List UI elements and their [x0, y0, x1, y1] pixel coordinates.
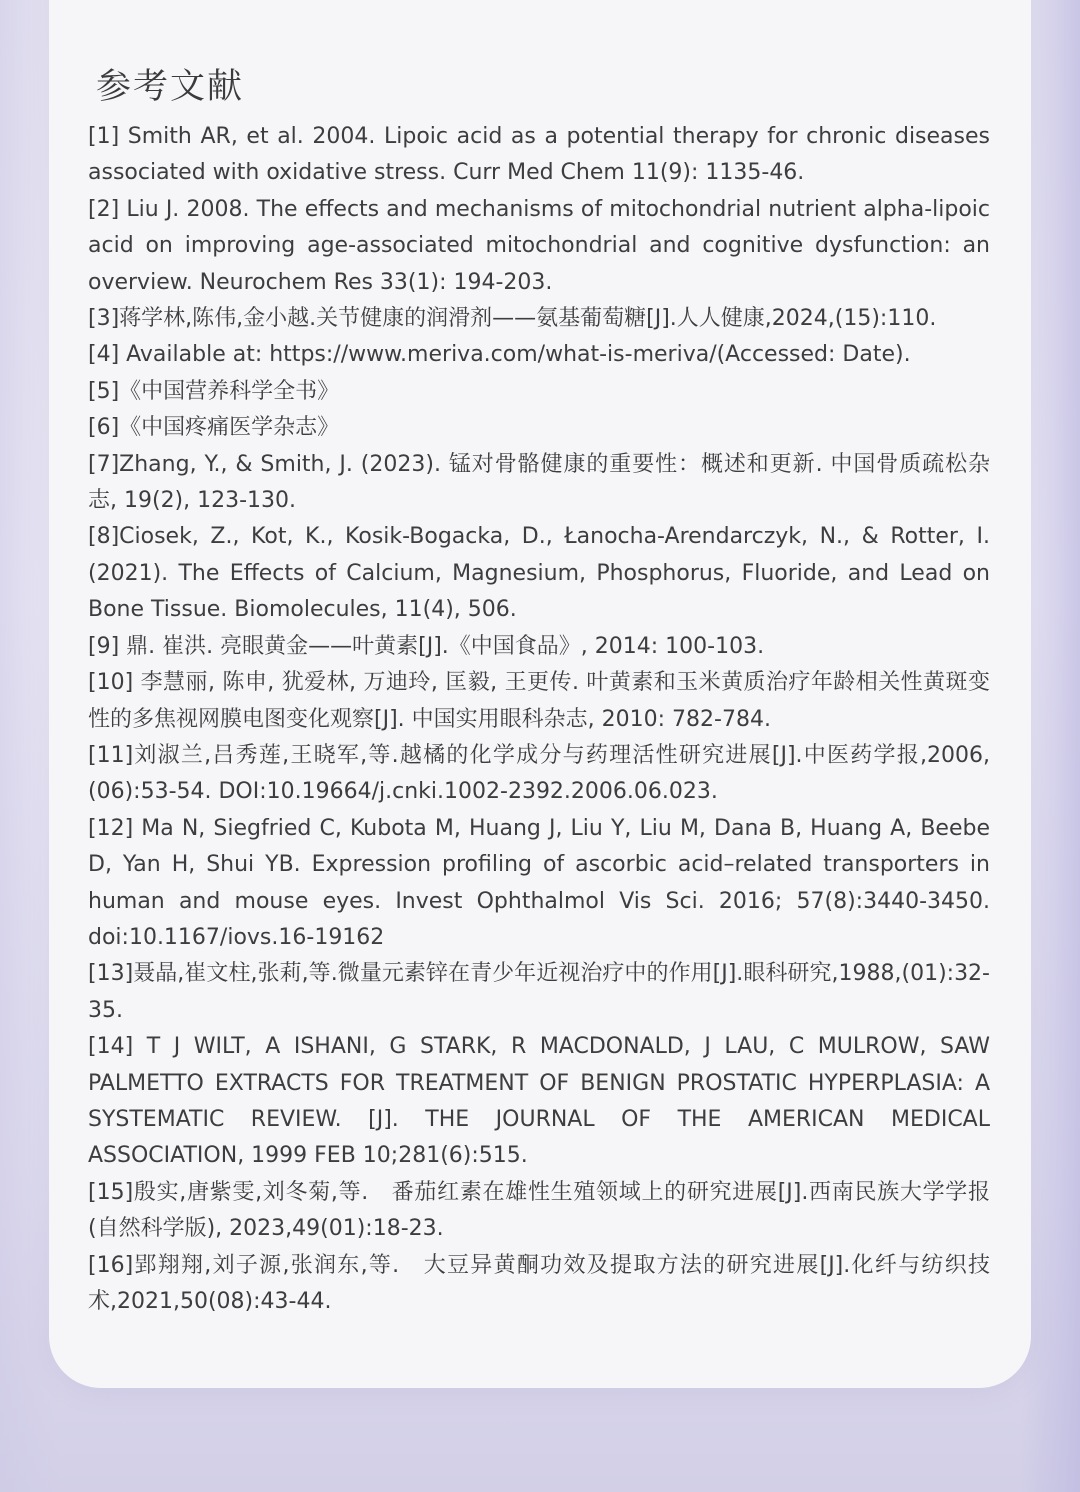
reference-item-11: [11]刘淑兰,吕秀莲,王晓军,等.越橘的化学成分与药理活性研究进展[J].中医药学报,2006,(06):53-54. DOI:10.19664/j.cnki.1002-2392.2006.06.023.: [88, 742, 990, 805]
reference-item-7: [7]Zhang, Y., & Smith, J. (2023). 锰对骨骼健康的重要性：概述和更新. 中国骨质疏松杂志, 19(2), 123-130.: [88, 451, 990, 514]
reference-item-4: [4] Available at: https://www.meriva.com/what-is-meriva/(Accessed: Date).: [88, 342, 911, 368]
reference-item-6: [6]《中国疼痛医学杂志》: [88, 415, 340, 441]
reference-item-1: [1] Smith AR, et al. 2004. Lipoic acid as a potential therapy for chronic diseases associated with oxidative stress. Curr Med Chem 11(9): 1135-46.: [88, 124, 990, 186]
reference-item-16: [16]郢翔翔,刘子源,张润东,等. 大豆异黄酮功效及提取方法的研究进展[J].化纤与纺织技术,2021,50(08):43-44.: [88, 1252, 990, 1314]
page-title: 参考文献: [96, 67, 245, 107]
reference-item-2: [2] Liu J. 2008. The effects and mechanisms of mitochondrial nutrient alpha-lipoic acid on improving age-associated mitochondrial and cognitive dysfunction: an overview. Neurochem Res 33(1): 194-203.: [88, 196, 990, 295]
reference-item-9: [9] 鼎. 崔洪. 亮眼黄金——叶黄素[J].《中国食品》, 2014: 100-103.: [88, 633, 765, 659]
reference-item-14: [14] T J WILT, A ISHANI, G STARK, R MACDONALD, J LAU, C MULROW, SAW PALMETTO EXTRACTS FOR TREATMENT OF BENIGN PROSTATIC HYPERPLASIA: A SYSTEMATIC REVIEW. [J]. THE JOURNAL OF THE AMERICAN MEDICAL ASSOCIATION, 1999 FEB 10;281(6):515.: [88, 1034, 990, 1169]
reference-item-12: [12] Ma N, Siegfried C, Kubota M, Huang J, Liu Y, Liu M, Dana B, Huang A, Beebe D, Yan H, Shui YB. Expression profiling of ascorbic acid–related transporters in human and mouse eyes. Invest Ophthalmol Vis Sci. 2016; 57(8):3440-3450. doi:10.1167/iovs.16-19162: [88, 815, 990, 950]
reference-item-15: [15]殷实,唐紫雯,刘冬菊,等. 番茄红素在雄性生殖领域上的研究进展[J].西南民族大学学报(自然科学版), 2023,49(01):18-23.: [88, 1179, 990, 1242]
reference-item-5: [5]《中国营养科学全书》: [88, 378, 340, 404]
reference-item-10: [10] 李慧丽, 陈申, 犹爱林, 万迪玲, 匡毅, 王更传. 叶黄素和玉米黄质治疗年龄相关性黄斑变性的多焦视网膜电图变化观察[J]. 中国实用眼科杂志, 2010: 782-784.: [88, 670, 990, 732]
reference-list: [88, 119, 990, 1320]
reference-item-8: [8]Ciosek, Z., Kot, K., Kosik-Bogacka, D., Łanocha-Arendarczyk, N., & Rotter, I. (2021). The Effects of Calcium, Magnesium, Phosphorus, Fluoride, and Lead on Bone Tissue. Biomolecules, 11(4), 506.: [88, 524, 990, 623]
reference-item-13: [13]聂晶,崔文柱,张莉,等.微量元素锌在青少年近视治疗中的作用[J].眼科研究,1988,(01):32-35.: [88, 961, 990, 1023]
reference-item-3: [3]蒋学林,陈伟,金小越.关节健康的润滑剂——氨基葡萄糖[J].人人健康,2024,(15):110.: [88, 306, 937, 332]
